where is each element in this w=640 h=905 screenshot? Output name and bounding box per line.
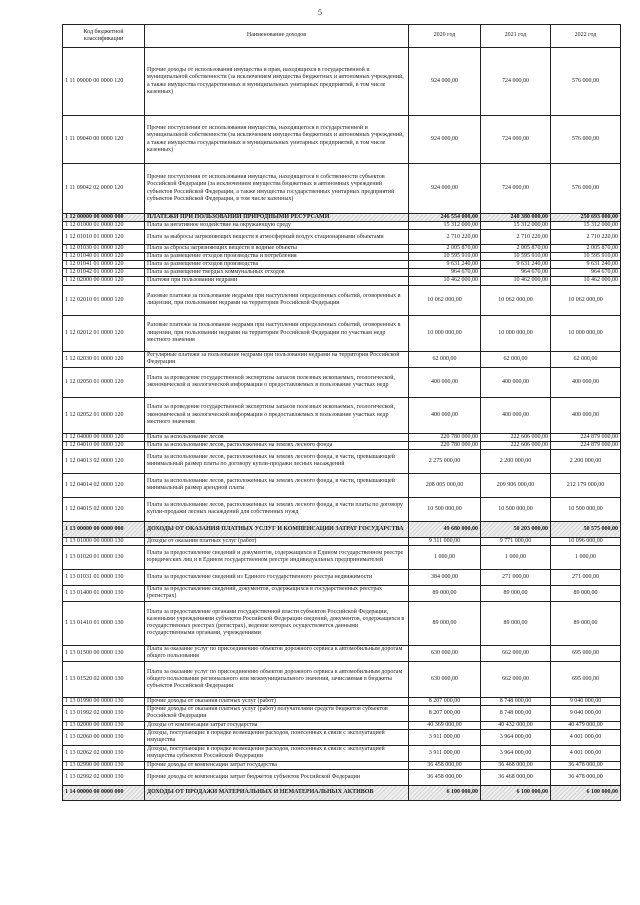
name-cell: Прочие поступления от использования имущества, находящегося в собственности субъектов Российской Федерации (за исключением имущества бюджетных и автономных учреждений субъектов Российской Федерации, а также имущества государственных унитарных предприятий субъектов Российской Федерации, в том числе казенных) bbox=[145, 164, 409, 214]
code-cell: 1 13 01020 01 0000 130 bbox=[63, 545, 145, 569]
name-cell: Плата за использование лесов bbox=[145, 433, 409, 441]
value-2020-cell: 36 458 000,00 bbox=[409, 761, 481, 769]
table-row bbox=[63, 761, 621, 769]
value-2021-cell: 964 670,00 bbox=[481, 269, 551, 277]
value-2021-cell: 271 000,00 bbox=[481, 569, 551, 585]
code-cell: 1 12 01041 01 0000 120 bbox=[63, 261, 145, 269]
code-cell: 1 12 04014 02 0000 120 bbox=[63, 473, 145, 497]
value-2021-cell: 724 000,00 bbox=[481, 48, 551, 116]
name-cell: Плата за проведение государственной экспертизы запасов полезных ископаемых, геологической, экономической и экологической информации о предоставляемых в пользование участках недр местного значения bbox=[145, 397, 409, 433]
value-2022-cell: 10 096 000,00 bbox=[551, 537, 621, 545]
value-2022-cell: 36 478 000,00 bbox=[551, 761, 621, 769]
value-2020-cell: 400 000,00 bbox=[409, 367, 481, 397]
name-cell: ДОХОДЫ ОТ ОКАЗАНИЯ ПЛАТНЫХ УСЛУГ И КОМПЕНСАЦИИ ЗАТРАТ ГОСУДАРСТВА bbox=[145, 521, 409, 537]
value-2021-cell: 8 748 000,00 bbox=[481, 697, 551, 705]
table-row bbox=[63, 705, 621, 721]
value-2020-cell: 246 554 000,00 bbox=[409, 214, 481, 222]
value-2021-cell: 36 468 000,00 bbox=[481, 770, 551, 786]
value-2021-cell: 9 771 000,00 bbox=[481, 537, 551, 545]
value-2022-cell: 250 693 000,00 bbox=[551, 214, 621, 222]
table-row bbox=[63, 222, 621, 230]
value-2020-cell: 220 780 000,00 bbox=[409, 433, 481, 441]
value-2021-cell: 9 631 240,00 bbox=[481, 261, 551, 269]
value-2022-cell: 224 879 000,00 bbox=[551, 433, 621, 441]
value-2020-cell: 400 000,00 bbox=[409, 397, 481, 433]
code-cell: 1 12 01040 01 0000 120 bbox=[63, 253, 145, 261]
value-2021-cell: 10 595 910,00 bbox=[481, 253, 551, 261]
header-2021: 2021 год bbox=[481, 25, 551, 48]
value-2022-cell: 62 000,00 bbox=[551, 351, 621, 367]
table-row bbox=[63, 245, 621, 253]
table-header-row bbox=[63, 25, 621, 48]
code-cell: 1 12 02050 01 0000 120 bbox=[63, 367, 145, 397]
table-row bbox=[63, 261, 621, 269]
value-2021-cell: 62 000,00 bbox=[481, 351, 551, 367]
value-2020-cell: 10 500 000,00 bbox=[409, 497, 481, 521]
value-2020-cell: 384 000,00 bbox=[409, 569, 481, 585]
value-2020-cell: 2 275 000,00 bbox=[409, 449, 481, 473]
table-row bbox=[63, 770, 621, 786]
value-2020-cell: 630 000,00 bbox=[409, 661, 481, 697]
table-row bbox=[63, 351, 621, 367]
value-2020-cell: 2 710 220,00 bbox=[409, 230, 481, 245]
table-row bbox=[63, 537, 621, 545]
value-2020-cell: 9 311 000,00 bbox=[409, 537, 481, 545]
value-2022-cell: 10 595 910,00 bbox=[551, 253, 621, 261]
value-2021-cell: 400 000,00 bbox=[481, 367, 551, 397]
name-cell: Плата за проведение государственной экспертизы запасов полезных ископаемых, геологической, экономической и экологической информации о предоставляемых в пользование участках недр bbox=[145, 367, 409, 397]
code-cell: 1 12 01030 01 0000 120 bbox=[63, 245, 145, 253]
section-row bbox=[63, 214, 621, 222]
code-cell: 1 12 04000 00 0000 120 bbox=[63, 433, 145, 441]
value-2022-cell: 10 000 000,00 bbox=[551, 315, 621, 351]
value-2021-cell: 40 432 000,00 bbox=[481, 721, 551, 729]
value-2022-cell: 576 000,00 bbox=[551, 116, 621, 164]
code-cell: 1 13 02990 00 0000 130 bbox=[63, 761, 145, 769]
name-cell: Прочие доходы от оказания платных услуг (работ) bbox=[145, 697, 409, 705]
value-2021-cell: 10 062 000,00 bbox=[481, 285, 551, 315]
code-cell: 1 12 00000 00 0000 000 bbox=[63, 214, 145, 222]
value-2022-cell: 10 062 000,00 bbox=[551, 285, 621, 315]
value-2020-cell: 10 462 000,00 bbox=[409, 277, 481, 285]
name-cell: Прочие доходы от оказания платных услуг (работ) получателями средств бюджетов субъектов Российской Федерации bbox=[145, 705, 409, 721]
name-cell: Плата за предоставление сведений из Единого государственного реестра недвижимости bbox=[145, 569, 409, 585]
name-cell: Плата за использование лесов, расположенных на землях лесного фонда, в части, превышающей минимальный размер арендной платы bbox=[145, 473, 409, 497]
name-cell: ДОХОДЫ ОТ ПРОДАЖИ МАТЕРИАЛЬНЫХ И НЕМАТЕРИАЛЬНЫХ АКТИВОВ bbox=[145, 786, 409, 801]
value-2020-cell: 89 000,00 bbox=[409, 601, 481, 645]
value-2022-cell: 400 000,00 bbox=[551, 397, 621, 433]
table-row bbox=[63, 661, 621, 697]
name-cell: Доходы от оказания платных услуг (работ) bbox=[145, 537, 409, 545]
value-2021-cell: 222 606 000,00 bbox=[481, 433, 551, 441]
value-2021-cell: 89 000,00 bbox=[481, 601, 551, 645]
table-row bbox=[63, 433, 621, 441]
value-2020-cell: 15 312 000,00 bbox=[409, 222, 481, 230]
table-row bbox=[63, 253, 621, 261]
name-cell: ПЛАТЕЖИ ПРИ ПОЛЬЗОВАНИИ ПРИРОДНЫМИ РЕСУРСАМИ bbox=[145, 214, 409, 222]
code-cell: 1 12 04010 00 0000 120 bbox=[63, 441, 145, 449]
code-cell: 1 11 09040 00 0000 120 bbox=[63, 116, 145, 164]
page-number: 5 bbox=[318, 8, 322, 17]
value-2022-cell: 9 631 240,00 bbox=[551, 261, 621, 269]
value-2022-cell: 964 670,00 bbox=[551, 269, 621, 277]
code-cell: 1 12 02010 01 0000 120 bbox=[63, 285, 145, 315]
code-cell: 1 13 01500 00 0000 130 bbox=[63, 645, 145, 661]
value-2021-cell: 6 100 000,00 bbox=[481, 786, 551, 801]
value-2022-cell: 4 001 000,00 bbox=[551, 729, 621, 745]
section-row bbox=[63, 786, 621, 801]
table-row bbox=[63, 449, 621, 473]
value-2021-cell: 662 000,00 bbox=[481, 661, 551, 697]
value-2022-cell: 400 000,00 bbox=[551, 367, 621, 397]
code-cell: 1 14 00000 00 0000 000 bbox=[63, 786, 145, 801]
value-2022-cell: 36 478 000,00 bbox=[551, 770, 621, 786]
name-cell: Плата за размещение отходов производства bbox=[145, 261, 409, 269]
code-cell: 1 12 02052 01 0000 120 bbox=[63, 397, 145, 433]
value-2021-cell: 89 000,00 bbox=[481, 585, 551, 601]
code-cell: 1 11 09042 02 0000 120 bbox=[63, 164, 145, 214]
value-2021-cell: 1 000,00 bbox=[481, 545, 551, 569]
header-name: Наименование доходов bbox=[145, 25, 409, 48]
value-2022-cell: 576 000,00 bbox=[551, 164, 621, 214]
value-2022-cell: 212 179 000,00 bbox=[551, 473, 621, 497]
value-2022-cell: 10 500 000,00 bbox=[551, 497, 621, 521]
code-cell: 1 13 01000 00 0000 130 bbox=[63, 537, 145, 545]
value-2022-cell: 1 000,00 bbox=[551, 545, 621, 569]
header-code: Код бюджетной классификации bbox=[63, 25, 145, 48]
name-cell: Плата за использование лесов, расположенных на землях лесного фонда bbox=[145, 441, 409, 449]
name-cell: Плата за оказание услуг по присоединению объектов дорожного сервиса к автомобильным дорогам общего пользования bbox=[145, 645, 409, 661]
value-2022-cell: 2 710 220,00 bbox=[551, 230, 621, 245]
value-2021-cell: 50 203 000,00 bbox=[481, 521, 551, 537]
code-cell: 1 12 04013 02 0000 120 bbox=[63, 449, 145, 473]
value-2020-cell: 964 670,00 bbox=[409, 269, 481, 277]
table-row bbox=[63, 745, 621, 761]
value-2020-cell: 6 100 000,00 bbox=[409, 786, 481, 801]
value-2020-cell: 2 005 870,00 bbox=[409, 245, 481, 253]
value-2020-cell: 8 207 000,00 bbox=[409, 705, 481, 721]
code-cell: 1 12 01000 01 0000 120 bbox=[63, 222, 145, 230]
table-row bbox=[63, 545, 621, 569]
value-2021-cell: 2 710 220,00 bbox=[481, 230, 551, 245]
value-2022-cell: 4 001 000,00 bbox=[551, 745, 621, 761]
code-cell: 1 13 01990 00 0000 130 bbox=[63, 697, 145, 705]
table-row bbox=[63, 315, 621, 351]
table-row bbox=[63, 441, 621, 449]
value-2022-cell: 50 575 000,00 bbox=[551, 521, 621, 537]
value-2021-cell: 209 906 000,00 bbox=[481, 473, 551, 497]
table-row bbox=[63, 285, 621, 315]
value-2020-cell: 9 631 240,00 bbox=[409, 261, 481, 269]
value-2022-cell: 9 040 000,00 bbox=[551, 705, 621, 721]
value-2022-cell: 695 000,00 bbox=[551, 661, 621, 697]
value-2020-cell: 10 062 000,00 bbox=[409, 285, 481, 315]
name-cell: Регулярные платежи за пользование недрами при пользовании недрами на территории Российской Федерации bbox=[145, 351, 409, 367]
value-2020-cell: 10 000 000,00 bbox=[409, 315, 481, 351]
revenue-table bbox=[62, 24, 621, 801]
name-cell: Плата за выбросы загрязняющих веществ в атмосферный воздух стационарными объектами bbox=[145, 230, 409, 245]
code-cell: 1 12 02030 01 0000 120 bbox=[63, 351, 145, 367]
name-cell: Прочие доходы от компенсации затрат государства bbox=[145, 761, 409, 769]
name-cell: Прочие поступления от использования имущества, находящегося в государственной и муниципальной собственности (за исключением имущества бюджетных и автономных учреждений, а также имущества государственных и муниципальных унитарных предприятий, в том числе казенных) bbox=[145, 116, 409, 164]
value-2021-cell: 222 606 000,00 bbox=[481, 441, 551, 449]
value-2021-cell: 248 380 000,00 bbox=[481, 214, 551, 222]
table-row bbox=[63, 473, 621, 497]
name-cell: Прочие доходы от использования имущества и прав, находящихся в государственной и муниципальной собственности (за исключением имущества бюджетных и автономных учреждений, а также имущества государственных и муниципальных унитарных предприятий, в том числе казенных) bbox=[145, 48, 409, 116]
table-row bbox=[63, 367, 621, 397]
value-2022-cell: 40 479 000,00 bbox=[551, 721, 621, 729]
name-cell: Плата за сбросы загрязняющих веществ в водные объекты bbox=[145, 245, 409, 253]
table-row bbox=[63, 48, 621, 116]
section-row bbox=[63, 521, 621, 537]
value-2020-cell: 8 207 000,00 bbox=[409, 697, 481, 705]
value-2020-cell: 89 000,00 bbox=[409, 585, 481, 601]
code-cell: 1 13 02060 00 0000 130 bbox=[63, 729, 145, 745]
code-cell: 1 12 02000 00 0000 120 bbox=[63, 277, 145, 285]
header-2020: 2020 год bbox=[409, 25, 481, 48]
value-2022-cell: 15 312 000,00 bbox=[551, 222, 621, 230]
name-cell: Доходы, поступающие в порядке возмещения расходов, понесенных в связи с эксплуатацией имущества субъектов Российской Федерации bbox=[145, 745, 409, 761]
table-row bbox=[63, 569, 621, 585]
name-cell: Прочие доходы от компенсации затрат бюджетов субъектов Российской Федерации bbox=[145, 770, 409, 786]
code-cell: 1 11 09000 00 0000 120 bbox=[63, 48, 145, 116]
value-2022-cell: 10 462 000,00 bbox=[551, 277, 621, 285]
table-row bbox=[63, 269, 621, 277]
value-2022-cell: 695 000,00 bbox=[551, 645, 621, 661]
value-2021-cell: 36 468 000,00 bbox=[481, 761, 551, 769]
value-2021-cell: 3 964 000,00 bbox=[481, 729, 551, 745]
table-row bbox=[63, 585, 621, 601]
code-cell: 1 12 01010 01 0000 120 bbox=[63, 230, 145, 245]
value-2020-cell: 3 911 000,00 bbox=[409, 729, 481, 745]
value-2020-cell: 630 000,00 bbox=[409, 645, 481, 661]
value-2021-cell: 2 005 870,00 bbox=[481, 245, 551, 253]
value-2020-cell: 208 005 000,00 bbox=[409, 473, 481, 497]
code-cell: 1 12 02012 01 0000 120 bbox=[63, 315, 145, 351]
name-cell: Разовые платежи за пользование недрами при наступлении определенных событий, оговоренных в лицензии, при пользовании недрами на территории Российской Федерации bbox=[145, 285, 409, 315]
value-2020-cell: 62 000,00 bbox=[409, 351, 481, 367]
value-2021-cell: 10 000 000,00 bbox=[481, 315, 551, 351]
value-2020-cell: 1 000,00 bbox=[409, 545, 481, 569]
value-2021-cell: 662 000,00 bbox=[481, 645, 551, 661]
value-2022-cell: 224 879 000,00 bbox=[551, 441, 621, 449]
code-cell: 1 13 01410 01 0000 130 bbox=[63, 601, 145, 645]
table-row bbox=[63, 729, 621, 745]
value-2022-cell: 89 000,00 bbox=[551, 601, 621, 645]
value-2020-cell: 924 000,00 bbox=[409, 164, 481, 214]
code-cell: 1 13 01992 02 0000 130 bbox=[63, 705, 145, 721]
value-2022-cell: 6 100 000,00 bbox=[551, 786, 621, 801]
value-2021-cell: 724 000,00 bbox=[481, 164, 551, 214]
name-cell: Плата за предоставление органами государственной власти субъектов Российской Федерации, казенными учреждениями субъектов Российской Федерации сведений, документов, содержащихся в государственных реестрах (регистрах), ведение которых осуществляется данными государственными органами, учреждениями bbox=[145, 601, 409, 645]
name-cell: Платежи при пользовании недрами bbox=[145, 277, 409, 285]
value-2021-cell: 400 000,00 bbox=[481, 397, 551, 433]
name-cell: Плата за размещение твердых коммунальных отходов bbox=[145, 269, 409, 277]
value-2020-cell: 49 680 000,00 bbox=[409, 521, 481, 537]
table-row bbox=[63, 697, 621, 705]
table-row bbox=[63, 601, 621, 645]
value-2022-cell: 89 000,00 bbox=[551, 585, 621, 601]
table-row bbox=[63, 116, 621, 164]
header-2022: 2022 год bbox=[551, 25, 621, 48]
name-cell: Доходы, поступающие в порядке возмещения расходов, понесенных в связи с эксплуатацией имущества bbox=[145, 729, 409, 745]
code-cell: 1 13 02062 02 0000 130 bbox=[63, 745, 145, 761]
table-row bbox=[63, 164, 621, 214]
value-2021-cell: 10 500 000,00 bbox=[481, 497, 551, 521]
name-cell: Плата за оказание услуг по присоединению объектов дорожного сервиса к автомобильным дорогам общего пользования регионального или межмуниципального значения, зачисляемая в бюджеты субъектов Российской Федерации bbox=[145, 661, 409, 697]
value-2021-cell: 724 000,00 bbox=[481, 116, 551, 164]
value-2021-cell: 3 964 000,00 bbox=[481, 745, 551, 761]
code-cell: 1 13 01400 01 0000 130 bbox=[63, 585, 145, 601]
name-cell: Плата за размещение отходов производства и потребления bbox=[145, 253, 409, 261]
value-2021-cell: 2 200 000,00 bbox=[481, 449, 551, 473]
name-cell: Плата за использование лесов, расположенных на землях лесного фонда, в части, превышающей минимальный размер платы по договору купли-продажи лесных насаждений bbox=[145, 449, 409, 473]
code-cell: 1 13 02992 02 0000 130 bbox=[63, 770, 145, 786]
code-cell: 1 13 01520 02 0000 130 bbox=[63, 661, 145, 697]
code-cell: 1 13 00000 00 0000 000 bbox=[63, 521, 145, 537]
table-row bbox=[63, 277, 621, 285]
name-cell: Плата за предоставление сведений и документов, содержащихся в Едином государственном реестре юридических лиц и в Едином государственном реестре индивидуальных предпринимателей bbox=[145, 545, 409, 569]
value-2020-cell: 220 780 000,00 bbox=[409, 441, 481, 449]
value-2020-cell: 3 911 000,00 bbox=[409, 745, 481, 761]
value-2022-cell: 576 000,00 bbox=[551, 48, 621, 116]
value-2022-cell: 2 005 870,00 bbox=[551, 245, 621, 253]
name-cell: Плата за использование лесов, расположенных на землях лесного фонда, в части платы по договору купли-продажи лесных насаждений для собственных нужд bbox=[145, 497, 409, 521]
table-row bbox=[63, 645, 621, 661]
value-2020-cell: 924 000,00 bbox=[409, 48, 481, 116]
code-cell: 1 12 04015 02 0000 120 bbox=[63, 497, 145, 521]
value-2022-cell: 271 000,00 bbox=[551, 569, 621, 585]
value-2020-cell: 36 458 000,00 bbox=[409, 770, 481, 786]
value-2022-cell: 2 200 000,00 bbox=[551, 449, 621, 473]
code-cell: 1 13 02000 00 0000 130 bbox=[63, 721, 145, 729]
table-row bbox=[63, 497, 621, 521]
value-2021-cell: 8 748 000,00 bbox=[481, 705, 551, 721]
table-row bbox=[63, 397, 621, 433]
name-cell: Разовые платежи за пользование недрами при наступлении определенных событий, оговоренных в лицензии, при пользовании недрами на территории Российской Федерации по участкам недр местного значения bbox=[145, 315, 409, 351]
table-row bbox=[63, 721, 621, 729]
name-cell: Плата за предоставление сведений, документов, содержащихся в государственных реестрах (регистрах) bbox=[145, 585, 409, 601]
value-2022-cell: 9 040 000,00 bbox=[551, 697, 621, 705]
value-2021-cell: 15 312 000,00 bbox=[481, 222, 551, 230]
name-cell: Плата за негативное воздействие на окружающую среду bbox=[145, 222, 409, 230]
table-body bbox=[63, 48, 621, 801]
code-cell: 1 13 01031 01 0000 130 bbox=[63, 569, 145, 585]
value-2020-cell: 40 369 000,00 bbox=[409, 721, 481, 729]
value-2020-cell: 924 000,00 bbox=[409, 116, 481, 164]
code-cell: 1 12 01042 01 0000 120 bbox=[63, 269, 145, 277]
table-row bbox=[63, 230, 621, 245]
name-cell: Доходы от компенсации затрат государства bbox=[145, 721, 409, 729]
value-2020-cell: 10 595 910,00 bbox=[409, 253, 481, 261]
value-2021-cell: 10 462 000,00 bbox=[481, 277, 551, 285]
